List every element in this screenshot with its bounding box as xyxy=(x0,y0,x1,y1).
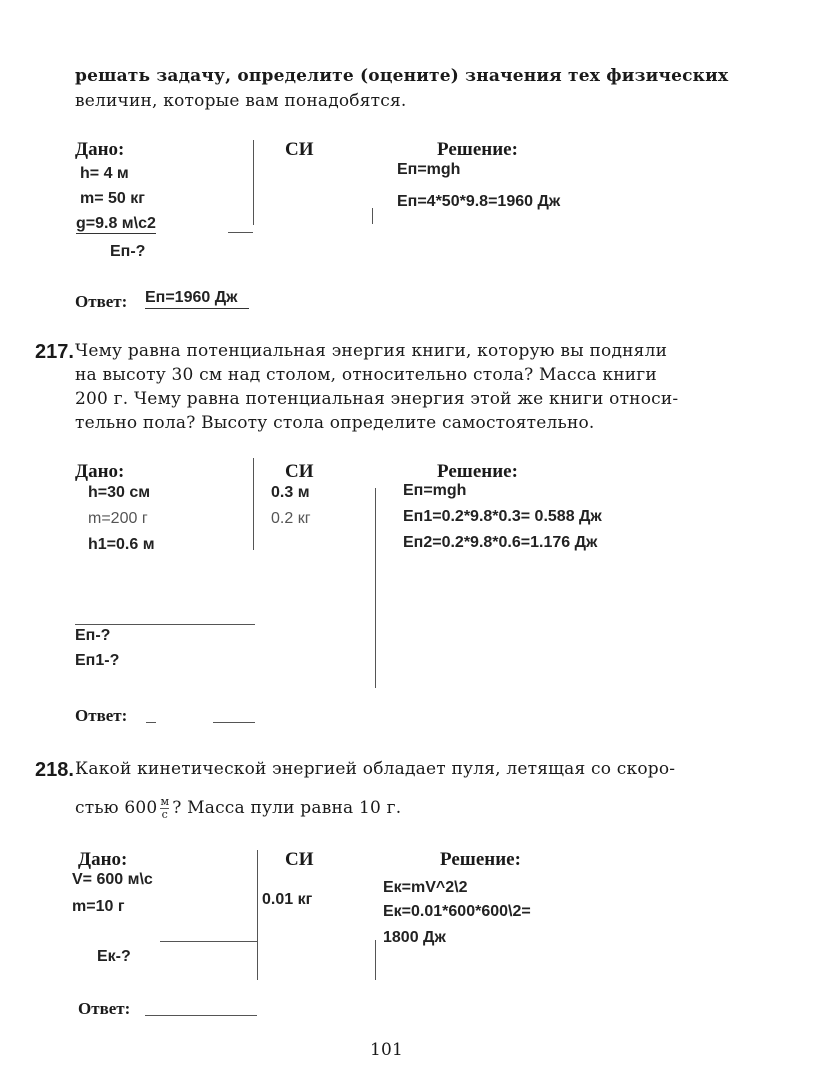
solution-label: Решение: xyxy=(437,139,518,160)
solution-label: Решение: xyxy=(437,461,518,482)
given-value: h=30 см xyxy=(88,484,151,501)
column-divider xyxy=(257,850,258,980)
solution-line: Еп=mgh xyxy=(397,161,461,178)
column-divider xyxy=(375,488,376,688)
given-value: m=200 г xyxy=(88,510,148,527)
si-value: 0.3 м xyxy=(271,484,310,501)
column-divider xyxy=(253,458,254,550)
answer-value: Еп=1960 Дж xyxy=(145,290,249,309)
problem-text-line: на высоту 30 см над столом, относительно стола? Масса книги xyxy=(75,365,657,385)
solution-line: Ек=0.01*600*600\2= xyxy=(383,903,531,920)
solution-line: Ек=mV^2\2 xyxy=(383,879,468,896)
given-underline xyxy=(160,941,257,942)
problem-number: 218. xyxy=(35,759,74,781)
solution-line: Еп=mgh xyxy=(403,482,467,499)
text: ? Масса пули равна 10 г. xyxy=(172,798,402,819)
solution-label: Решение: xyxy=(440,849,521,870)
find-value: Еп-? xyxy=(75,627,111,644)
answer-label: Ответ: xyxy=(75,706,128,725)
column-divider xyxy=(375,940,376,980)
fraction-denominator: с xyxy=(161,808,168,822)
solution-line: Еп2=0.2*9.8*0.6=1.176 Дж xyxy=(403,534,598,551)
page-number: 101 xyxy=(370,1040,404,1060)
problem-text-line: 200 г. Чему равна потенциальная энергия этой же книги относи- xyxy=(75,389,679,409)
problem-text-line: Чему равна потенциальная энергия книги, которую вы подняли xyxy=(75,341,668,361)
find-value: Ек-? xyxy=(97,948,131,965)
given-value: g=9.8 м\с2 xyxy=(76,215,156,232)
si-value: 0.01 кг xyxy=(262,891,313,908)
solution-line: 1800 Дж xyxy=(383,929,446,946)
intro-line-2: величин, которые вам понадобятся. xyxy=(75,91,407,111)
given-value: h= 4 м xyxy=(80,165,129,182)
given-value: m=10 г xyxy=(72,898,125,915)
find-value: Еп-? xyxy=(110,243,146,260)
intro-line-1: решать задачу, определите (оцените) значения тех физических xyxy=(75,66,729,86)
given-underline xyxy=(75,624,255,625)
find-value: Еп1-? xyxy=(75,652,120,669)
fraction-unit xyxy=(160,796,169,821)
problem-text-line: Какой кинетической энергией обладает пуля, летящая со скоро- xyxy=(75,759,676,779)
solution-line: Еп=4*50*9.8=1960 Дж xyxy=(397,193,561,210)
si-label: СИ xyxy=(285,461,314,482)
problem-text-line: тельно пола? Высоту стола определите самостоятельно. xyxy=(75,413,595,433)
given-value: m= 50 кг xyxy=(80,190,145,207)
given-label: Дано: xyxy=(78,849,128,870)
answer-line xyxy=(213,722,255,723)
problem-text-line xyxy=(75,796,401,821)
text: стью 600 xyxy=(75,798,158,819)
si-label: СИ xyxy=(285,849,314,870)
given-label: Дано: xyxy=(75,139,125,160)
given-underline xyxy=(228,232,253,233)
answer-line xyxy=(145,1015,257,1016)
given-label: Дано: xyxy=(75,461,125,482)
answer-label: Ответ: xyxy=(75,292,128,311)
given-value: h1=0.6 м xyxy=(88,536,155,553)
answer-line xyxy=(146,722,156,723)
si-label: СИ xyxy=(285,139,314,160)
given-value: V= 600 м\с xyxy=(72,871,153,888)
column-divider xyxy=(372,208,373,224)
problem-number: 217. xyxy=(35,341,74,363)
column-divider xyxy=(253,140,254,225)
answer-label: Ответ: xyxy=(78,999,131,1018)
si-value: 0.2 кг xyxy=(271,510,311,527)
fraction-numerator: м xyxy=(160,795,170,808)
solution-line: Еп1=0.2*9.8*0.3= 0.588 Дж xyxy=(403,508,602,525)
